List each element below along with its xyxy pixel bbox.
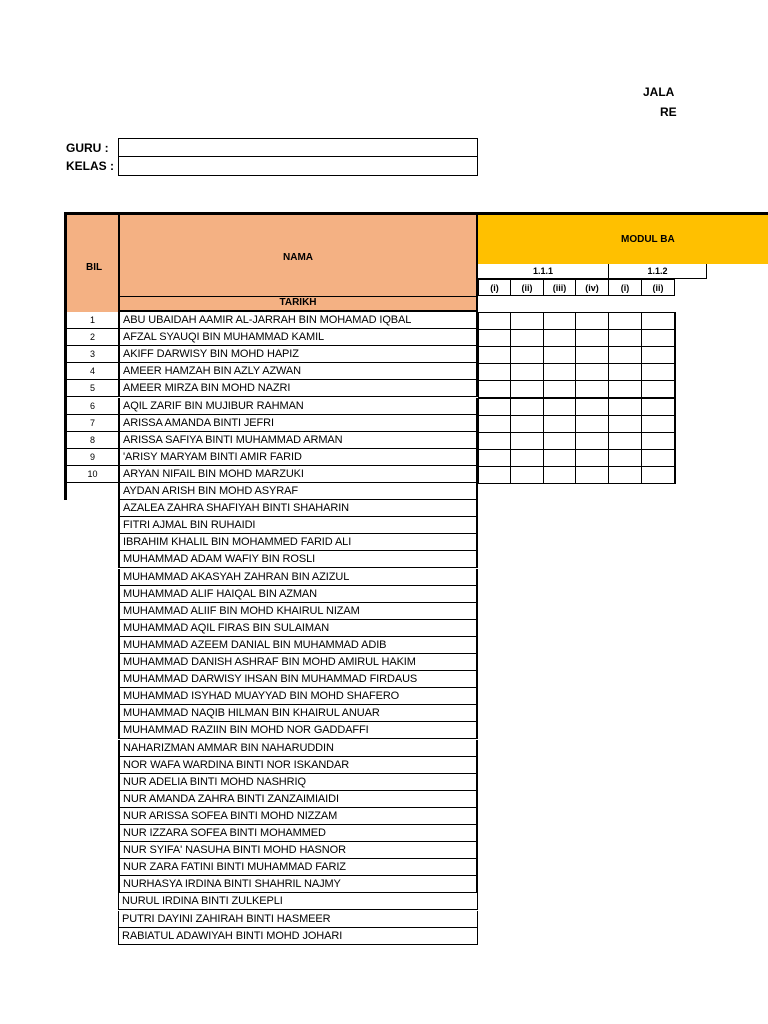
student-name: ARYAN NIFAIL BIN MOHD MARZUKI xyxy=(118,466,478,483)
assessment-cell[interactable] xyxy=(510,363,544,381)
assessment-cell[interactable] xyxy=(510,398,544,416)
student-name: MUHAMMAD RAZIIN BIN MOHD NOR GADDAFFI xyxy=(118,722,478,739)
assessment-cell[interactable] xyxy=(543,449,576,467)
assessment-cell[interactable] xyxy=(543,432,576,450)
assessment-cell[interactable] xyxy=(608,449,642,467)
assessment-cell[interactable] xyxy=(510,329,544,347)
assessment-cell[interactable] xyxy=(608,380,642,398)
student-name: 'ARISY MARYAM BINTI AMIR FARID xyxy=(118,449,478,466)
student-name: MUHAMMAD NAQIB HILMAN BIN KHAIRUL ANUAR xyxy=(118,705,478,722)
student-name: MUHAMMAD ADAM WAFIY BIN ROSLI xyxy=(118,551,478,568)
row-number: 2 xyxy=(67,329,118,346)
assessment-cell[interactable] xyxy=(641,312,676,330)
assessment-cell[interactable] xyxy=(608,415,642,433)
assessment-cell[interactable] xyxy=(478,380,511,398)
assessment-cell[interactable] xyxy=(641,380,676,398)
assessment-cell[interactable] xyxy=(543,363,576,381)
assessment-cell[interactable] xyxy=(543,398,576,416)
assessment-cell[interactable] xyxy=(510,346,544,364)
student-name: NUR AMANDA ZAHRA BINTI ZANZAIMIAIDI xyxy=(118,791,478,808)
assessment-cell[interactable] xyxy=(478,363,511,381)
student-name: AMEER MIRZA BIN MOHD NAZRI xyxy=(118,380,478,397)
student-name: NUR SYIFA' NASUHA BINTI MOHD HASNOR xyxy=(118,842,478,859)
assessment-cell[interactable] xyxy=(575,380,609,398)
modul-header-label: MODUL BA xyxy=(621,234,675,245)
assessment-cell[interactable] xyxy=(641,363,676,381)
subcol-header: (ii) xyxy=(510,279,544,296)
student-name: MUHAMMAD ALIIF BIN MOHD KHAIRUL NIZAM xyxy=(118,603,478,620)
bil-header xyxy=(64,212,118,312)
student-name: NUR IZZARA SOFEA BINTI MOHAMMED xyxy=(118,825,478,842)
assessment-cell[interactable] xyxy=(510,432,544,450)
student-name: NAHARIZMAN AMMAR BIN NAHARUDDIN xyxy=(118,740,478,757)
assessment-cell[interactable] xyxy=(510,380,544,398)
header-title-line1: JALA xyxy=(643,85,675,99)
student-name: NOR WAFA WARDINA BINTI NOR ISKANDAR xyxy=(118,757,478,774)
assessment-cell[interactable] xyxy=(608,363,642,381)
guru-label: GURU : xyxy=(66,141,109,155)
assessment-cell[interactable] xyxy=(543,329,576,347)
assessment-cell[interactable] xyxy=(608,398,642,416)
assessment-cell[interactable] xyxy=(641,449,676,467)
student-name: ABU UBAIDAH AAMIR AL-JARRAH BIN MOHAMAD IQBAL xyxy=(118,312,478,329)
assessment-cell[interactable] xyxy=(575,449,609,467)
kelas-field[interactable] xyxy=(118,156,478,176)
student-name: AFZAL SYAUQI BIN MUHAMMAD KAMIL xyxy=(118,329,478,346)
assessment-cell[interactable] xyxy=(510,466,544,484)
student-name: MUHAMMAD AZEEM DANIAL BIN MUHAMMAD ADIB xyxy=(118,637,478,654)
assessment-cell[interactable] xyxy=(478,466,511,484)
assessment-cell[interactable] xyxy=(543,346,576,364)
assessment-cell[interactable] xyxy=(575,346,609,364)
assessment-cell[interactable] xyxy=(641,415,676,433)
assessment-cell[interactable] xyxy=(510,449,544,467)
assessment-cell[interactable] xyxy=(478,329,511,347)
assessment-cell[interactable] xyxy=(575,329,609,347)
group-header-1-1-1: 1.1.1 xyxy=(478,264,609,279)
row-number: 9 xyxy=(67,449,118,466)
header-title-line2: RE xyxy=(660,105,677,119)
student-name: MUHAMMAD ALIF HAIQAL BIN AZMAN xyxy=(118,586,478,603)
assessment-cell[interactable] xyxy=(575,432,609,450)
subcol-header: (iii) xyxy=(543,279,576,296)
assessment-cell[interactable] xyxy=(641,329,676,347)
assessment-cell[interactable] xyxy=(608,312,642,330)
student-name: MUHAMMAD AQIL FIRAS BIN SULAIMAN xyxy=(118,620,478,637)
row-number: 8 xyxy=(67,432,118,449)
student-name: MUHAMMAD DANISH ASHRAF BIN MOHD AMIRUL HAKIM xyxy=(118,654,478,671)
student-name: MUHAMMAD DARWISY IHSAN BIN MUHAMMAD FIRDAUS xyxy=(118,671,478,688)
assessment-cell[interactable] xyxy=(510,312,544,330)
assessment-cell[interactable] xyxy=(575,312,609,330)
assessment-cell[interactable] xyxy=(510,415,544,433)
assessment-cell[interactable] xyxy=(575,398,609,416)
student-name: ARISSA SAFIYA BINTI MUHAMMAD ARMAN xyxy=(118,432,478,449)
subcol-header: (iv) xyxy=(575,279,609,296)
assessment-cell[interactable] xyxy=(641,346,676,364)
assessment-cell[interactable] xyxy=(641,398,676,416)
student-name: AQIL ZARIF BIN MUJIBUR RAHMAN xyxy=(118,398,478,415)
row-number: 10 xyxy=(67,466,118,483)
nama-header xyxy=(118,212,478,296)
student-name: FITRI AJMAL BIN RUHAIDI xyxy=(118,517,478,534)
assessment-cell[interactable] xyxy=(543,415,576,433)
assessment-cell[interactable] xyxy=(608,466,642,484)
row-number: 6 xyxy=(67,398,118,415)
assessment-cell[interactable] xyxy=(608,346,642,364)
row-number: 1 xyxy=(67,312,118,329)
row-number: 7 xyxy=(67,415,118,432)
student-name: AYDAN ARISH BIN MOHD ASYRAF xyxy=(118,483,478,500)
student-name: AKIFF DARWISY BIN MOHD HAPIZ xyxy=(118,346,478,363)
student-name: PUTRI DAYINI ZAHIRAH BINTI HASMEER xyxy=(118,911,478,928)
row-number: 4 xyxy=(67,363,118,380)
assessment-cell[interactable] xyxy=(478,346,511,364)
assessment-cell[interactable] xyxy=(543,312,576,330)
assessment-cell[interactable] xyxy=(543,380,576,398)
assessment-cell[interactable] xyxy=(608,432,642,450)
assessment-cell[interactable] xyxy=(575,363,609,381)
student-name: ARISSA AMANDA BINTI JEFRI xyxy=(118,415,478,432)
student-name: MUHAMMAD AKASYAH ZAHRAN BIN AZIZUL xyxy=(118,569,478,586)
row-number: 5 xyxy=(67,380,118,397)
student-name: AZALEA ZAHRA SHAFIYAH BINTI SHAHARIN xyxy=(118,500,478,517)
modul-header xyxy=(478,212,768,264)
nama-header-label: NAMA xyxy=(283,252,313,263)
student-name: NURHASYA IRDINA BINTI SHAHRIL NAJMY xyxy=(118,876,478,893)
subcol-header: (i) xyxy=(608,279,642,296)
assessment-cell[interactable] xyxy=(641,466,676,484)
assessment-cell[interactable] xyxy=(575,415,609,433)
assessment-cell[interactable] xyxy=(641,432,676,450)
bil-header-label: BIL xyxy=(86,262,103,273)
row-number: 3 xyxy=(67,346,118,363)
student-name: IBRAHIM KHALIL BIN MOHAMMED FARID ALI xyxy=(118,534,478,551)
subcol-header: (ii) xyxy=(641,279,675,296)
student-name: NURUL IRDINA BINTI ZULKEPLI xyxy=(118,893,478,910)
student-name: MUHAMMAD ISYHAD MUAYYAD BIN MOHD SHAFERO xyxy=(118,688,478,705)
tarikh-header: TARIKH xyxy=(118,296,478,312)
kelas-label: KELAS : xyxy=(66,159,114,173)
subcol-header: (i) xyxy=(478,279,511,296)
assessment-cell[interactable] xyxy=(478,432,511,450)
student-name: AMEER HAMZAH BIN AZLY AZWAN xyxy=(118,363,478,380)
student-name: NUR ZARA FATINI BINTI MUHAMMAD FARIZ xyxy=(118,859,478,876)
assessment-cell[interactable] xyxy=(543,466,576,484)
assessment-cell[interactable] xyxy=(575,466,609,484)
group-header-1-1-2: 1.1.2 xyxy=(609,264,707,279)
assessment-cell[interactable] xyxy=(478,398,511,416)
assessment-cell[interactable] xyxy=(608,329,642,347)
student-name: RABIATUL ADAWIYAH BINTI MOHD JOHARI xyxy=(118,928,478,945)
guru-field[interactable] xyxy=(118,138,478,157)
student-name: NUR ARISSA SOFEA BINTI MOHD NIZZAM xyxy=(118,808,478,825)
assessment-cell[interactable] xyxy=(478,312,511,330)
assessment-cell[interactable] xyxy=(478,449,511,467)
assessment-cell[interactable] xyxy=(478,415,511,433)
student-name: NUR ADELIA BINTI MOHD NASHRIQ xyxy=(118,774,478,791)
